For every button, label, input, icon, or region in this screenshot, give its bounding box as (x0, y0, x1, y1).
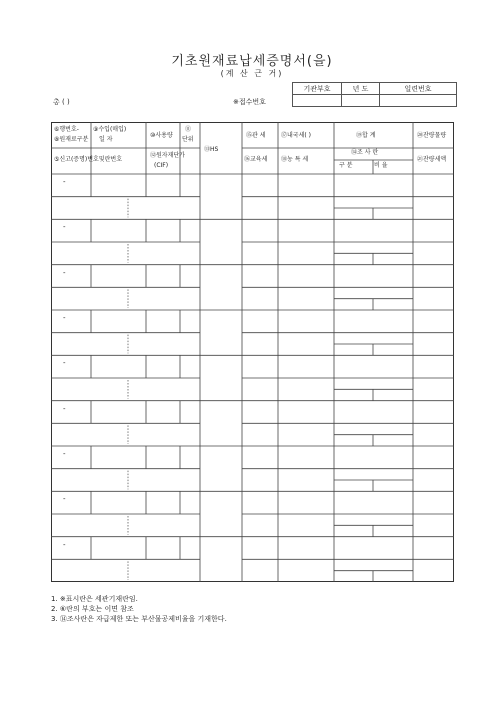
header-rural-tax: ⑱농 특 세 (281, 156, 309, 163)
header-inspection: ⑭조 사 란 (351, 149, 379, 156)
row-dash: - (63, 178, 66, 186)
header-unit: 단위 (182, 136, 194, 143)
receipt-number-label: ※접수번호 (233, 98, 266, 106)
note-1: 1. ※표시란은 세관기재란임. (51, 595, 138, 603)
header-remaining-tax: ㉑잔량세액 (417, 156, 447, 163)
row-dash: - (63, 223, 66, 232)
header-cif: (CIF) (154, 162, 169, 169)
header-unit-num: ⑪ (185, 126, 192, 133)
office-code-header: 기관부호 (293, 83, 342, 95)
year-cell[interactable] (342, 95, 380, 107)
table-grid (51, 122, 454, 582)
year-header: 년 도 (342, 83, 380, 95)
header-ratio: 비 율 (374, 162, 388, 169)
header-total: ⑲합 계 (356, 132, 376, 139)
table-border (52, 123, 454, 582)
header-remaining-quantity: ⑳잔량물량 (417, 132, 447, 139)
sheet-total-label: 총 ( ) (53, 98, 70, 106)
row-dash: - (63, 314, 66, 322)
document-subtitle: (계 산 근 거) (220, 69, 284, 78)
office-code-cell[interactable] (293, 95, 342, 107)
serial-number-cell[interactable] (380, 95, 457, 107)
serial-number-header: 일련번호 (380, 83, 457, 95)
header-declaration-number: ⑤신고(증명)번호및란번호 (54, 156, 123, 163)
row-dash: - (63, 404, 66, 413)
header-usage-amount: ⑩사용량 (150, 132, 173, 139)
header-import-date-sub: 일 자 (99, 136, 113, 143)
calculation-table (51, 122, 454, 582)
header-internal-tax: ⑰내국세( ) (281, 132, 311, 139)
header-row-number: ⑥행번호- (54, 126, 79, 133)
header-material-type: ⑧원재료구분 (54, 136, 89, 143)
header-education-tax: ⑯교육세 (244, 156, 268, 163)
office-code-box (292, 82, 457, 107)
header-import-date: ⑨수입(매입) (93, 126, 127, 133)
note-3: 3. ⑭조사란은 자급제한 또는 부산물공제비율을 기재한다. (51, 615, 227, 623)
row-dash: - (63, 495, 66, 504)
row-dash: - (63, 268, 66, 277)
header-customs-duty: ⑮관 세 (246, 132, 266, 139)
note-2: 2. ⑥란의 부호는 이면 참조 (51, 605, 134, 613)
notes (51, 594, 227, 624)
row-dash: - (63, 540, 66, 549)
header-hs: ⑬HS (204, 146, 219, 153)
row-dash: - (63, 450, 66, 458)
document-title: 기초원재료납세증명서(을) (171, 54, 333, 69)
header-category: 구 분 (339, 162, 353, 169)
header-unit-price: ⑫원자재단가 (150, 152, 185, 159)
row-dash: - (63, 359, 66, 368)
